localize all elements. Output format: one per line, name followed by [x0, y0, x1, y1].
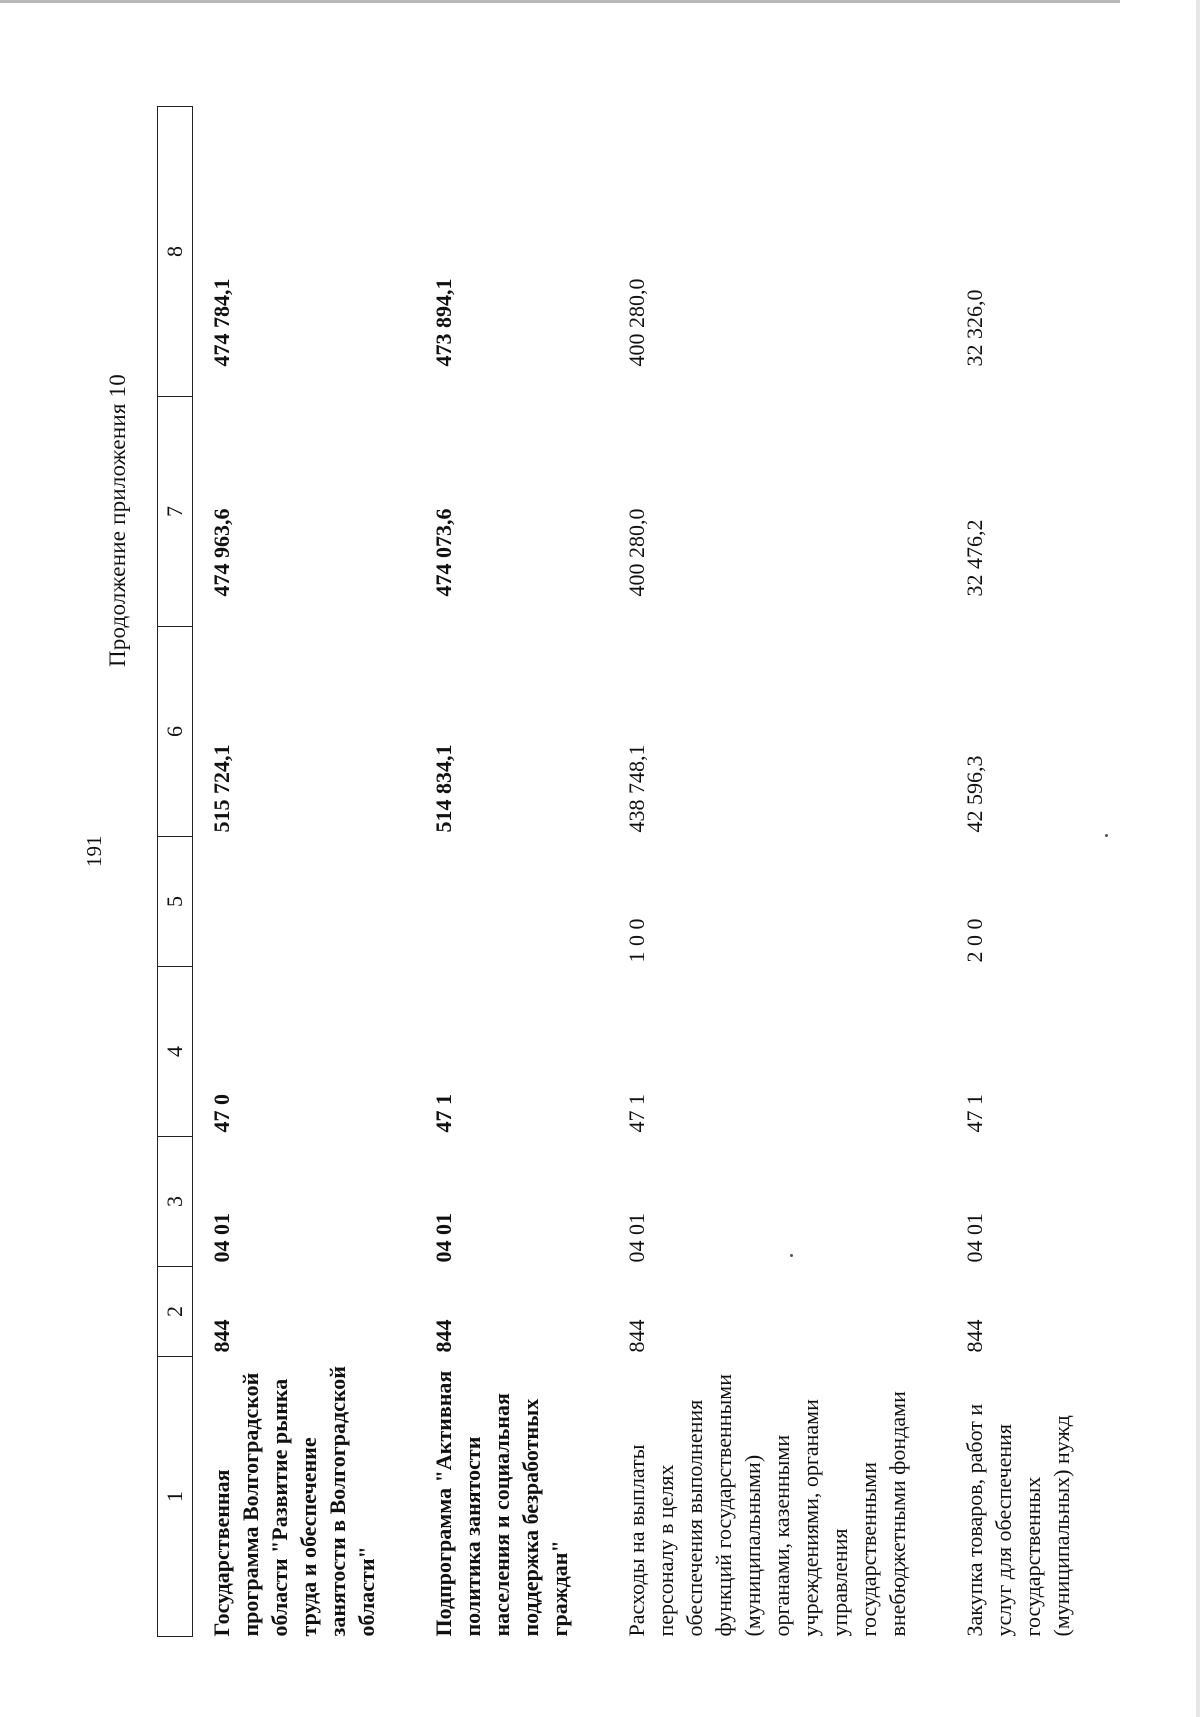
- page-number: 191: [82, 835, 106, 867]
- cell-amount-7: 474 073,6: [431, 508, 456, 597]
- cell-amount-6: 515 724,1: [209, 744, 234, 833]
- scan-speck: [790, 1254, 793, 1257]
- table-row: [608, 107, 946, 1637]
- column-header-2: 2: [158, 1267, 193, 1357]
- cell-amount-7: 400 280,0: [624, 508, 649, 597]
- cell-section-code: 04 01: [624, 1213, 649, 1263]
- budget-table: [157, 106, 1110, 1637]
- cell-ministry-code: 844: [209, 1319, 234, 1353]
- column-header-5: 5: [158, 837, 193, 967]
- cell-program-code: 47 1: [624, 1094, 649, 1133]
- cell-amount-6: 42 596,3: [962, 755, 987, 833]
- cell-ministry-code: 844: [624, 1319, 649, 1353]
- cell-amount-7: 32 476,2: [962, 519, 987, 597]
- table-row: [946, 107, 1110, 1637]
- cell-amount-6: 514 834,1: [431, 744, 456, 833]
- cell-amount-8: 473 894,1: [431, 278, 456, 367]
- cell-program-code: 47 1: [962, 1094, 987, 1133]
- cell-amount-8: 32 326,0: [962, 289, 987, 367]
- row-description: Закупка товаров, работ и услуг для обеспечения государственных (муниципальных) нужд: [962, 1403, 1074, 1637]
- cell-expense-type: [415, 837, 608, 967]
- budget-table-wrapper: [157, 107, 1110, 1637]
- column-header-7: 7: [158, 397, 193, 627]
- cell-expense-type: 1 0 0: [624, 918, 649, 963]
- cell-expense-type: 2 0 0: [962, 918, 987, 963]
- cell-ministry-code: 844: [962, 1319, 987, 1353]
- cell-amount-7: 474 963,6: [209, 508, 234, 597]
- cell-amount-8: 474 784,1: [209, 278, 234, 367]
- scan-edge-right: [1196, 0, 1200, 1717]
- cell-expense-type: [193, 837, 416, 967]
- cell-amount-8: 400 280,0: [624, 278, 649, 367]
- row-description: Подпрограмма "Активная политика занятости населения и социальная поддержка безработных граждан": [431, 1370, 572, 1637]
- cell-section-code: 04 01: [962, 1213, 987, 1263]
- continuation-note: Продолжение приложения 10: [105, 374, 130, 667]
- cell-program-code: 47 1: [431, 1094, 456, 1133]
- column-header-6: 6: [158, 627, 193, 837]
- table-row: [415, 107, 608, 1637]
- table-row: [193, 107, 416, 1637]
- header-row: [158, 107, 193, 1637]
- rotated-page-content: [0, 57, 1160, 1717]
- cell-section-code: 04 01: [209, 1213, 234, 1263]
- scan-speck: [1105, 834, 1108, 837]
- column-header-8: 8: [158, 107, 193, 397]
- column-header-4: 4: [158, 967, 193, 1137]
- cell-program-code: 47 0: [209, 1094, 234, 1133]
- column-header-1: 1: [158, 1357, 193, 1637]
- cell-ministry-code: 844: [431, 1319, 456, 1353]
- cell-amount-6: 438 748,1: [624, 744, 649, 833]
- scan-edge-top: [0, 0, 1120, 3]
- column-header-3: 3: [158, 1137, 193, 1267]
- row-description: Расходы на выплаты персоналу в целях обеспечения выполнения функций государственными (муниципальными) органами, казенными учреждениями, органами управления государственными внебюджетными фондами: [624, 1374, 910, 1637]
- row-description: Государственная программа Волгоградской области "Развитие рынка труда и обеспечение занятости в Волгоградской области": [209, 1366, 379, 1637]
- cell-section-code: 04 01: [431, 1213, 456, 1263]
